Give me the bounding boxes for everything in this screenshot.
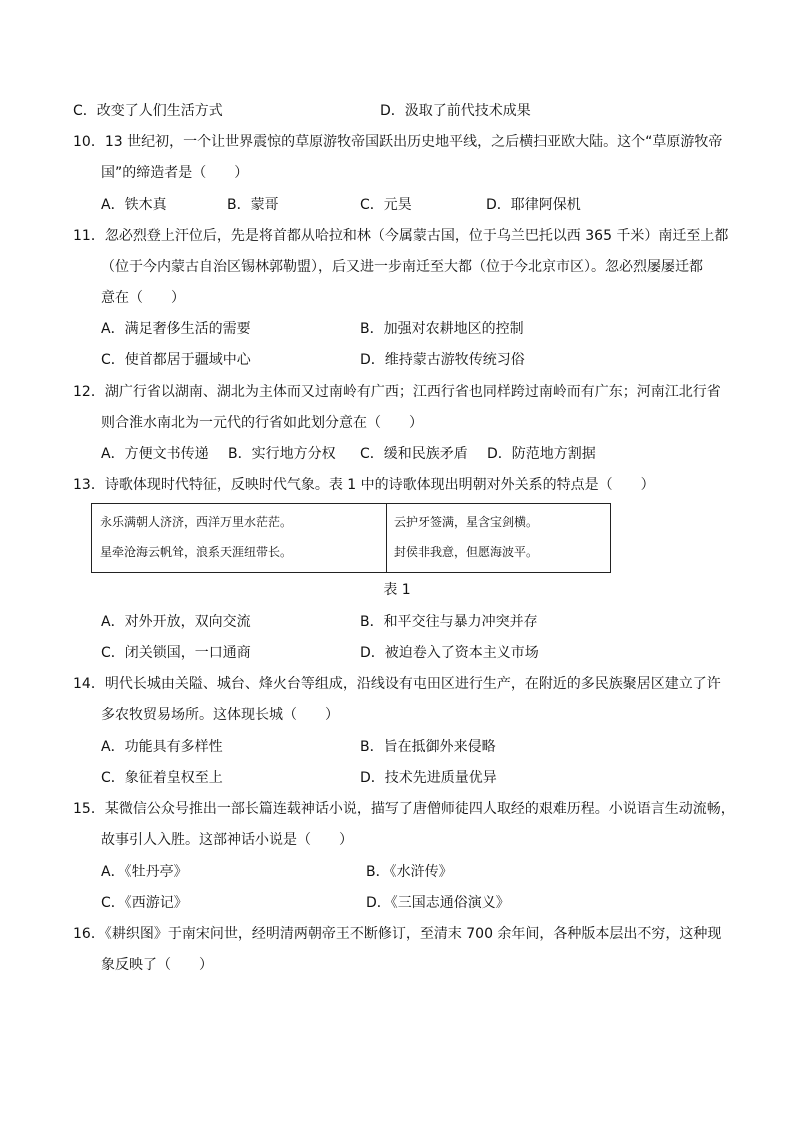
q15-option-c: C．《西游记》 <box>101 895 188 911</box>
q13-stem-line1: 13．诗歌体现时代特征，反映时代气象。表 1 中的诗歌体现出明朝对外关系的特点是（ ） <box>73 477 655 493</box>
q11-option-a: A．满足奢侈生活的需要 <box>101 321 251 337</box>
q11-option-c: C．使首都居于疆域中心 <box>101 352 251 368</box>
q14-option-b: B．旨在抵御外来侵略 <box>360 739 496 755</box>
q16-stem-line1: 16．《耕织图》于南宋问世，经明清两朝帝王不断修订，至清末 700 余年间，各种版本层出不穷，这种现 <box>73 926 722 942</box>
q14-stem-line1: 14．明代长城由关隘、城台、烽火台等组成，沿线设有屯田区进行生产，在附近的多民族聚居区建立了许 <box>73 676 721 692</box>
q13-option-a: A．对外开放，双向交流 <box>101 614 251 630</box>
q15-stem-line1: 15．某微信公众号推出一部长篇连载神话小说，描写了唐僧师徒四人取经的艰难历程。小说语言生动流畅， <box>73 801 735 817</box>
q10-stem-line2: 国”的缔造者是（ ） <box>101 165 249 181</box>
q15-option-d: D．《三国志通俗演义》 <box>366 895 510 911</box>
q11-stem-line3: 意在（ ） <box>101 290 185 306</box>
q11-option-b: B．加强对农耕地区的控制 <box>360 321 524 337</box>
q11-stem-line2: （位于今内蒙古自治区锡林郭勒盟），后又进一步南迁至大都（位于今北京市区）。忽必烈屡屡迁都 <box>101 259 703 275</box>
q13-option-c: C．闭关锁国，一口通商 <box>101 645 251 661</box>
q12-stem-line1: 12．湖广行省以湖南、湖北为主体而又过南岭有广西；江西行省也同样跨过南岭而有广东；河南江北行省 <box>73 384 721 400</box>
q12-option-a: A．方便文书传递 <box>101 446 209 462</box>
poem-right-line2: 封侯非我意，但愿海波平。 <box>394 545 539 559</box>
table-divider <box>386 504 387 572</box>
q14-option-a: A．功能具有多样性 <box>101 739 223 755</box>
q11-option-d: D．维持蒙古游牧传统习俗 <box>360 352 525 368</box>
q10-stem-line1: 10．13 世纪初，一个让世界震惊的草原游牧帝国跃出历史地平线，之后横扫亚欧大陆。这个“草原游牧帝 <box>73 134 723 150</box>
q15-stem-line2: 故事引人入胜。这部神话小说是（ ） <box>101 832 353 848</box>
poem-left-line1: 永乐满朝人济济，西洋万里水茫茫。 <box>100 515 293 529</box>
table-caption: 表 1 <box>383 582 411 598</box>
q12-stem-line2: 则合淮水南北为一元代的行省如此划分意在（ ） <box>101 415 423 431</box>
q11-stem-line1: 11．忽必烈登上汗位后，先是将首都从哈拉和林（今属蒙古国，位于乌兰巴托以西 365 千米）南迁至上都 <box>73 228 729 244</box>
poem-table <box>91 503 611 573</box>
q13-option-b: B．和平交往与暴力冲突并存 <box>360 614 538 630</box>
q12-option-b: B．实行地方分权 <box>228 446 336 462</box>
poem-right-line1: 云护牙签满，星含宝剑横。 <box>394 515 539 529</box>
q16-stem-line2: 象反映了（ ） <box>101 957 213 973</box>
q10-option-a: A．铁木真 <box>101 197 167 213</box>
q9-option-d: D．汲取了前代技术成果 <box>380 103 531 119</box>
q14-stem-line2: 多农牧贸易场所。这体现长城（ ） <box>101 707 339 723</box>
q9-option-c: C．改变了人们生活方式 <box>73 103 223 119</box>
q15-option-b: B．《水浒传》 <box>366 864 453 880</box>
q14-option-d: D．技术先进质量优异 <box>360 770 497 786</box>
poem-left-line2: 星牵沧海云帆耸，浪系天涯纽带长。 <box>100 545 293 559</box>
q15-option-a: A．《牡丹亭》 <box>101 864 188 880</box>
q12-option-d: D．防范地方割据 <box>487 446 596 462</box>
q12-option-c: C．缓和民族矛盾 <box>360 446 468 462</box>
q10-option-d: D．耶律阿保机 <box>486 197 581 213</box>
q10-option-c: C．元昊 <box>360 197 412 213</box>
q10-option-b: B．蒙哥 <box>227 197 279 213</box>
q14-option-c: C．象征着皇权至上 <box>101 770 223 786</box>
q13-option-d: D．被迫卷入了资本主义市场 <box>360 645 539 661</box>
